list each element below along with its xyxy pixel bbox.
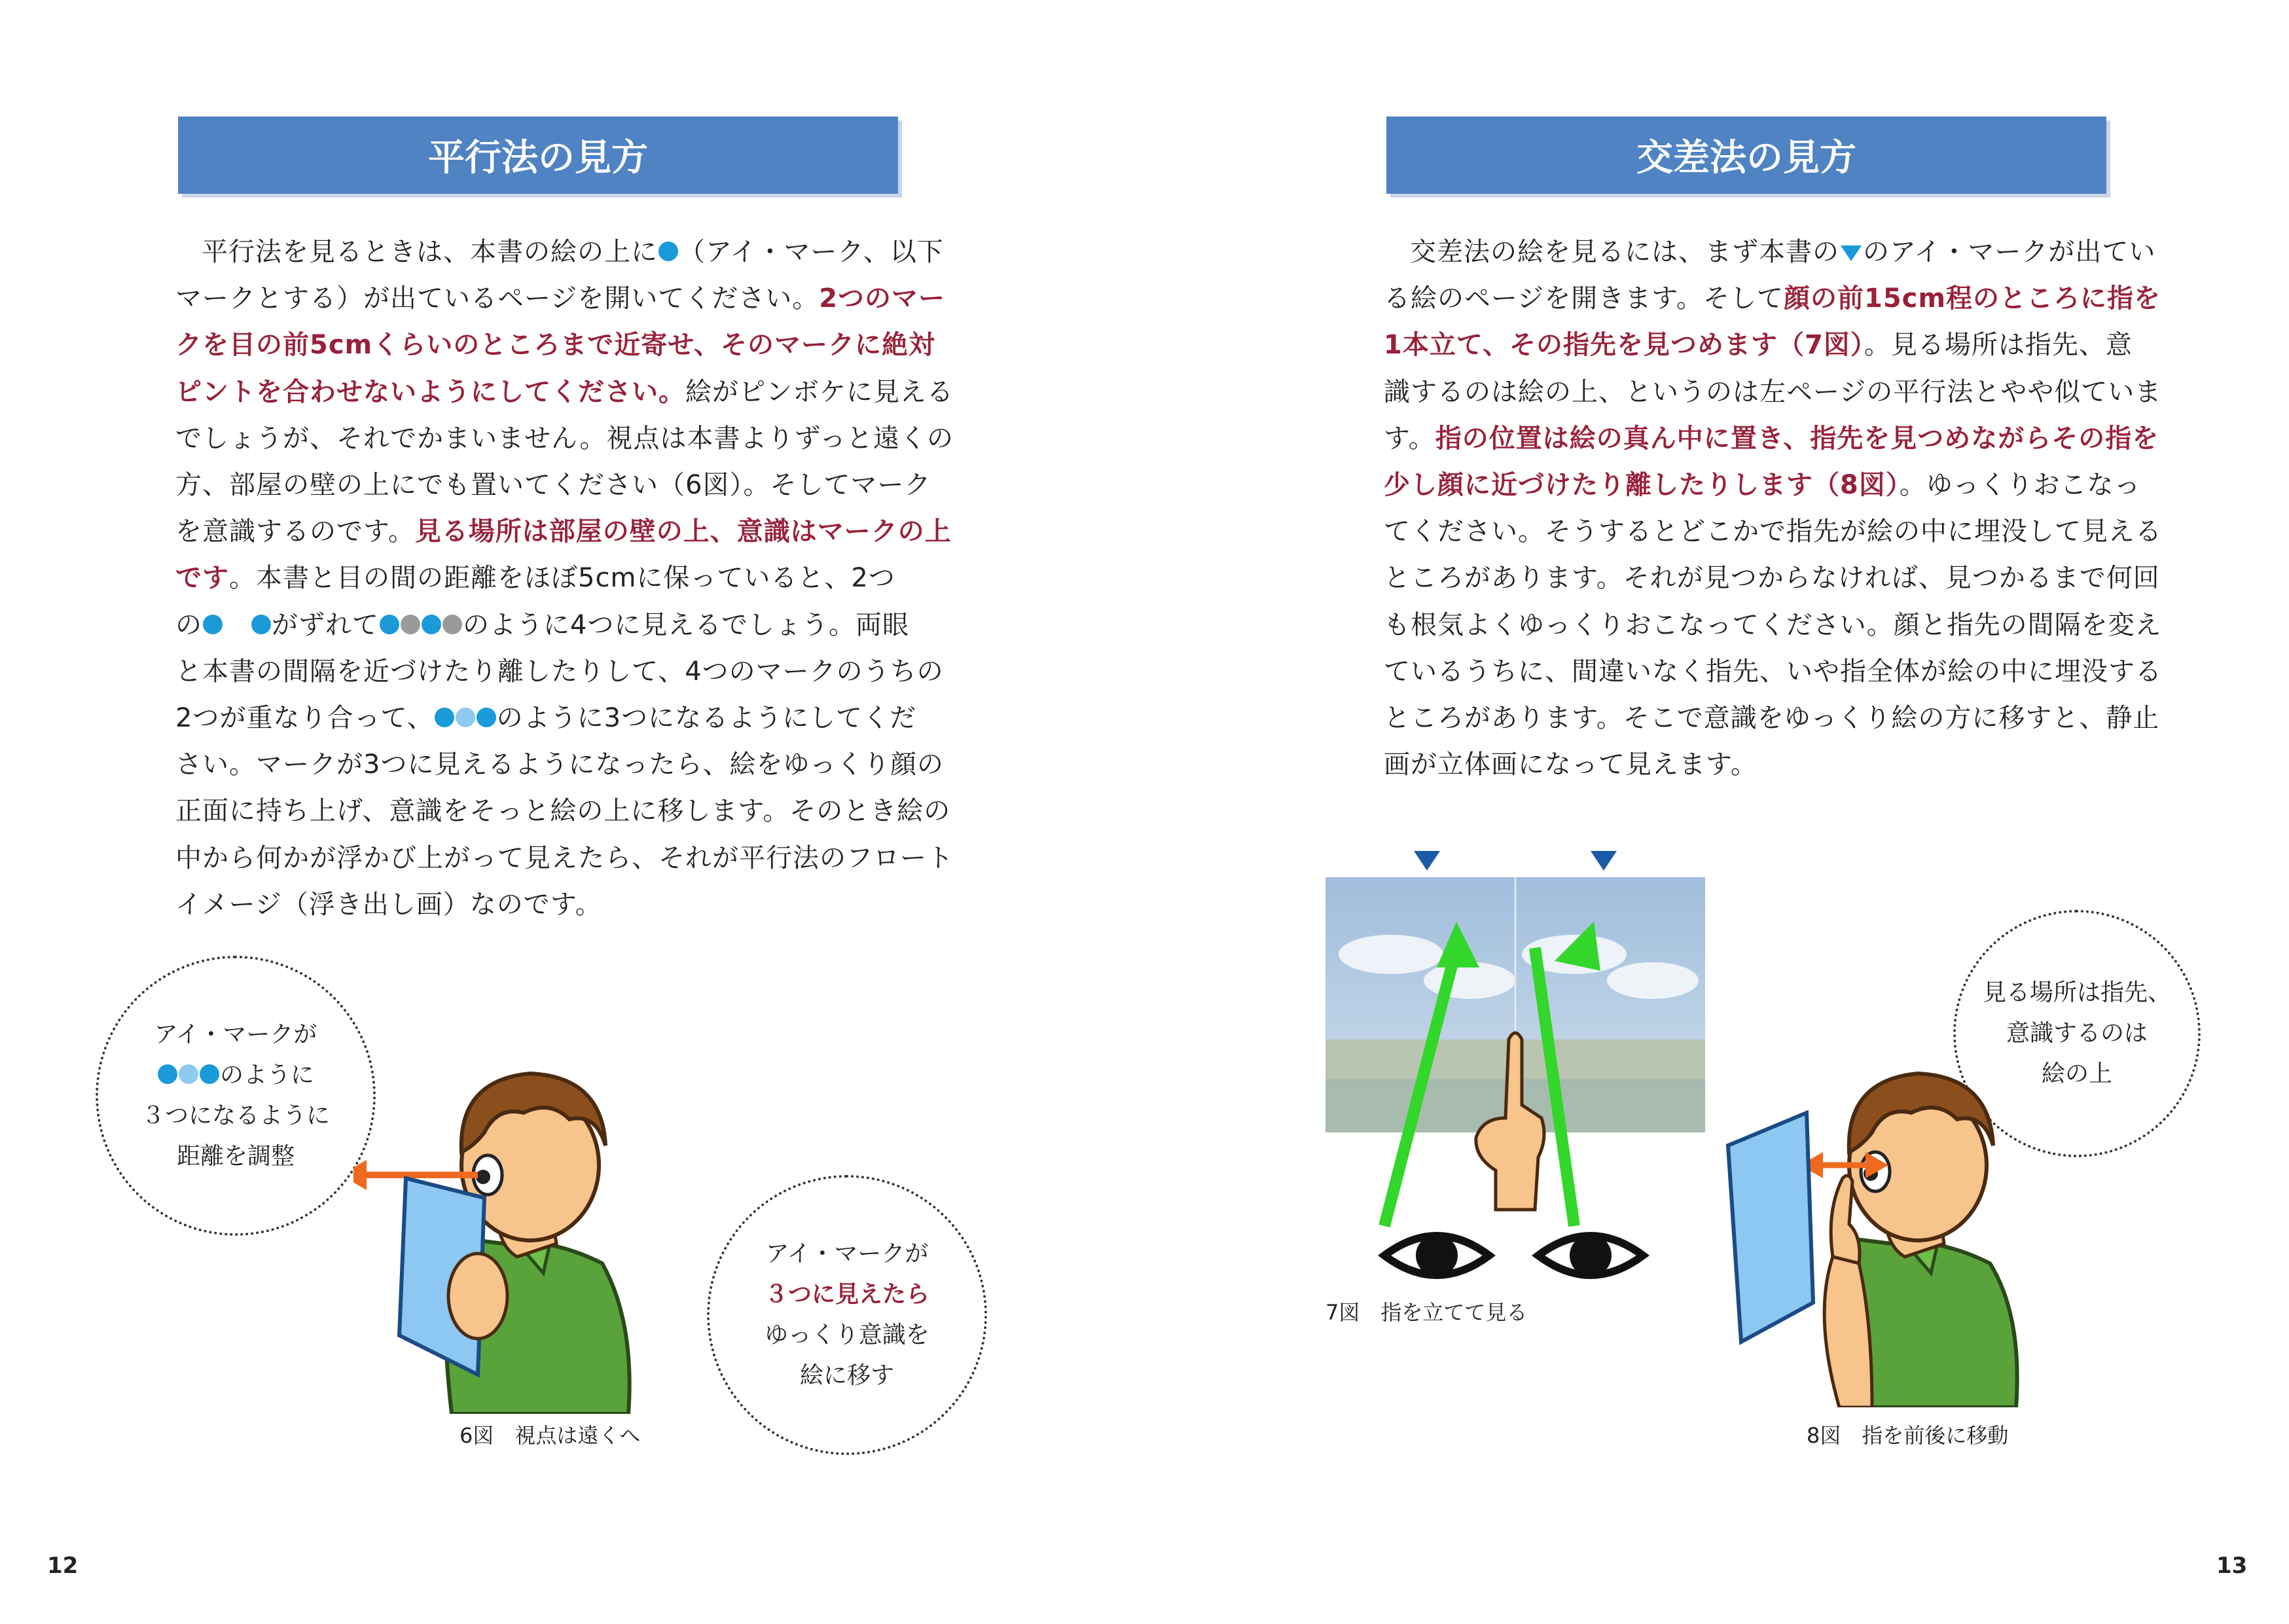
speech-bubble-adjust [96,956,376,1236]
highlight-text: 2つのマー [819,283,946,314]
highlight-text: 顔の前15cm程のところに指を [1784,283,2161,314]
light-blue-dot-icon [456,708,475,727]
left-body-text [175,229,954,928]
bubble-highlight: ３つに見えたら [764,1281,929,1308]
speech-bubble-shift-focus [707,1175,987,1455]
text-run: も根気よくゆっくりおこなってください。顔と指先の間隔を変え [1384,609,2162,640]
text-run: す。 [1384,423,1435,454]
gray-dot-icon [401,615,420,634]
bubble-line: ３つになるように [141,1102,330,1129]
text-run: 。ゆっくりおこなっ [1899,470,2141,501]
text-run: 中から何かが浮かび上がって見えたら、それが平行法のフロート [175,842,954,873]
text-run: る絵のページを開きます。そして [1384,283,1784,314]
highlight-text: 見る場所は部屋の壁の上、意識はマークの上 [414,516,952,547]
blue-dot-icon [203,615,223,634]
right-section-title: 交差法の見方 [1386,117,2106,194]
bubble-line: 見る場所は指先、 [1982,979,2171,1006]
text-run: ところがあります。そこで意識をゆっくり絵の方に移すと、静止 [1384,703,2160,734]
text-run: 画が立体画になって見えます。 [1384,749,1757,780]
gray-dot-icon [442,615,462,634]
bubble-line: 距離を調整 [176,1143,295,1170]
text-run: と本書の間隔を近づけたり離したりして、4つのマークのうちの [175,656,944,687]
blue-dot-icon [251,615,271,634]
blue-dot-icon [422,615,441,634]
text-run: 交差法の絵を見るには、まず本書の [1410,237,1839,267]
bubble-line: アイ・マークが [154,1021,317,1048]
figure-8-caption: 8図 指を前後に移動 [1807,1423,2009,1448]
triangle-mark-icon [1841,245,1862,261]
text-run: を意識するのです。 [175,516,415,547]
blue-dot-icon [200,1064,219,1084]
boy-reading-illustration [353,1047,694,1414]
right-body-text [1384,229,2162,788]
figure-6-caption: 6図 視点は遠くへ [460,1423,641,1448]
text-run: のように3つになるようにしてくだ [496,703,917,734]
triangle-mark-icon [1414,851,1440,871]
text-run: 。見る場所は指先、意 [1864,330,2133,361]
blue-dot-icon [658,242,678,261]
highlight-text: 少し顔に近づけたり離したりします（8図） [1384,470,1900,501]
triangle-mark-icon [1591,851,1617,871]
page-number-right: 13 [2216,1553,2248,1579]
figure-7-cross-view-diagram [1325,843,1705,1288]
text-run: さい。マークが3つに見えるようになったら、絵をゆっくり顔の [175,749,945,780]
text-run: イメージ（浮き出し画）なのです。 [175,889,602,920]
highlight-text: ピントを合わせないようにしてください。 [175,376,685,407]
text-run: （アイ・マーク、以下 [679,237,944,267]
text-run: でしょうが、それでかまいません。視点は本書よりずっと遠くの [175,423,954,454]
text-run: ているうちに、間違いなく指先、いや指全体が絵の中に埋没する [1384,656,2162,687]
text-run: 方、部屋の壁の上にでも置いてください（6図）。そしてマーク [175,470,931,501]
light-blue-dot-icon [179,1064,198,1084]
text-run: 2つが重なり合って、 [175,703,434,734]
text-run: 識するのは絵の上、というのは左ページの平行法とやや似ていま [1384,376,2162,407]
bubble-line: ゆっくり意識を [765,1322,929,1348]
text-run: 絵がピンボケに見える [685,376,954,407]
bubble-line: 意識するのは [2006,1020,2148,1047]
bubble-line: 絵に移す [799,1362,894,1389]
text-run: てください。そうするとどこかで指先が絵の中に埋没して見える [1384,516,2162,547]
text-run: ところがあります。それが見つからなければ、見つかるまで何回 [1384,563,2160,594]
text-run: 平行法を見るときは、本書の絵の上に [202,237,658,267]
boy-finger-illustration [1715,1041,2082,1407]
text-run: のアイ・マークが出てい [1863,237,2156,267]
bubble-text: のように [219,1062,314,1089]
text-run: 。本書と目の間の距離をほぼ5cmに保っていると、2つ [229,563,895,594]
blue-dot-icon [477,708,496,727]
blue-dot-icon [380,615,399,634]
bubble-line [157,1055,314,1096]
blue-dot-icon [435,708,454,727]
text-run: マークとする）が出ているページを開いてください。 [175,283,820,314]
gap [224,615,250,634]
highlight-text: クを目の前5cmくらいのところまで近寄せ、そのマークに絶対 [175,330,936,361]
text-run: のように4つに見えるでしょう。両眼 [463,609,910,640]
bubble-line: 絵の上 [2041,1060,2112,1087]
figure-7-caption: 7図 指を立てて見る [1325,1300,1528,1325]
blue-dot-icon [158,1064,177,1084]
bubble-line: アイ・マークが [765,1240,929,1267]
highlight-text: 1本立て、その指先を見つめます（7図） [1384,330,1864,361]
highlight-text: です [175,563,229,594]
text-run: 正面に持ち上げ、意識をそっと絵の上に移します。そのとき絵の [175,796,951,827]
text-run: がずれて [272,609,379,640]
text-run: の [175,609,202,640]
left-section-title: 平行法の見方 [178,117,898,194]
highlight-text: 指の位置は絵の真ん中に置き、指先を見つめながらその指を [1435,423,2159,454]
page-number-left: 12 [47,1553,79,1579]
